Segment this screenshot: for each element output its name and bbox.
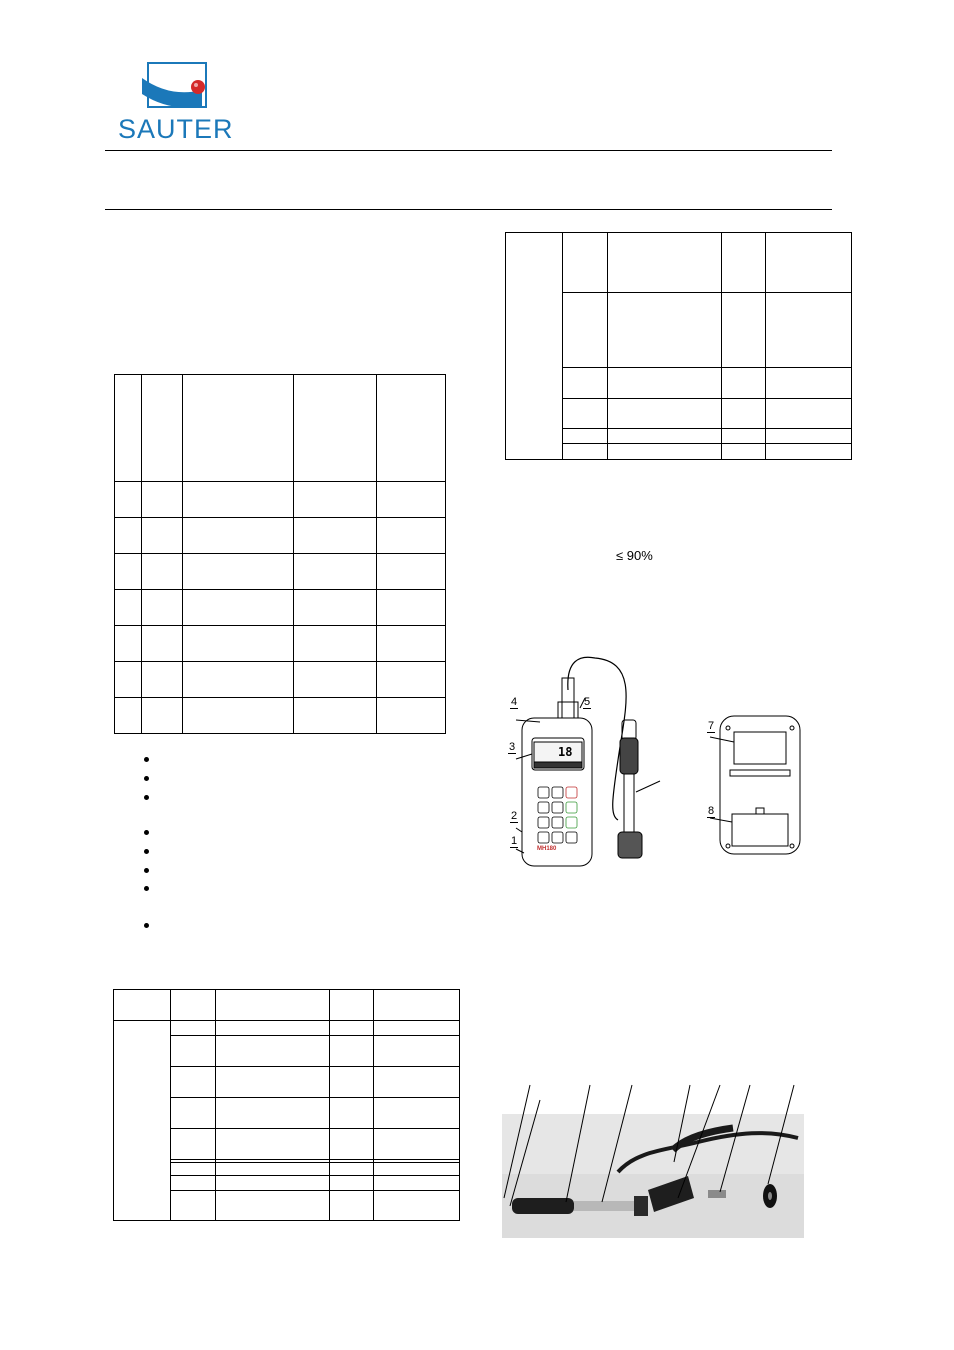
device-model-label: MH180 (537, 846, 557, 852)
left-lower-table (113, 989, 460, 1221)
device-figure (500, 650, 810, 880)
callout-2: 2 (511, 810, 518, 822)
list-bullet (144, 757, 149, 762)
right-spec-table (505, 232, 852, 460)
callout-1: 1 (511, 835, 518, 847)
list-bullet (144, 776, 149, 781)
probe-photo-figure (498, 1080, 808, 1242)
callout-7: 7 (708, 720, 715, 732)
list-bullet (144, 795, 149, 800)
humidity-spec: ≤ 90% (616, 548, 653, 563)
callout-8: 8 (708, 805, 715, 817)
list-bullet (144, 923, 149, 928)
probe-photo (498, 1080, 808, 1242)
screen-reading: 18 (558, 745, 573, 759)
list-bullet (144, 886, 149, 891)
left-spec-table (114, 374, 446, 734)
callout-4: 4 (511, 696, 518, 708)
callout-3: 3 (509, 741, 516, 753)
header-rule-top (105, 150, 832, 151)
header-rule-bottom (105, 209, 832, 210)
callout-5: 5 (584, 696, 591, 708)
sauter-logo (110, 60, 250, 144)
list-bullet (144, 849, 149, 854)
list-bullet (144, 868, 149, 873)
list-bullet (144, 830, 149, 835)
brand-name: SAUTER (118, 114, 234, 144)
